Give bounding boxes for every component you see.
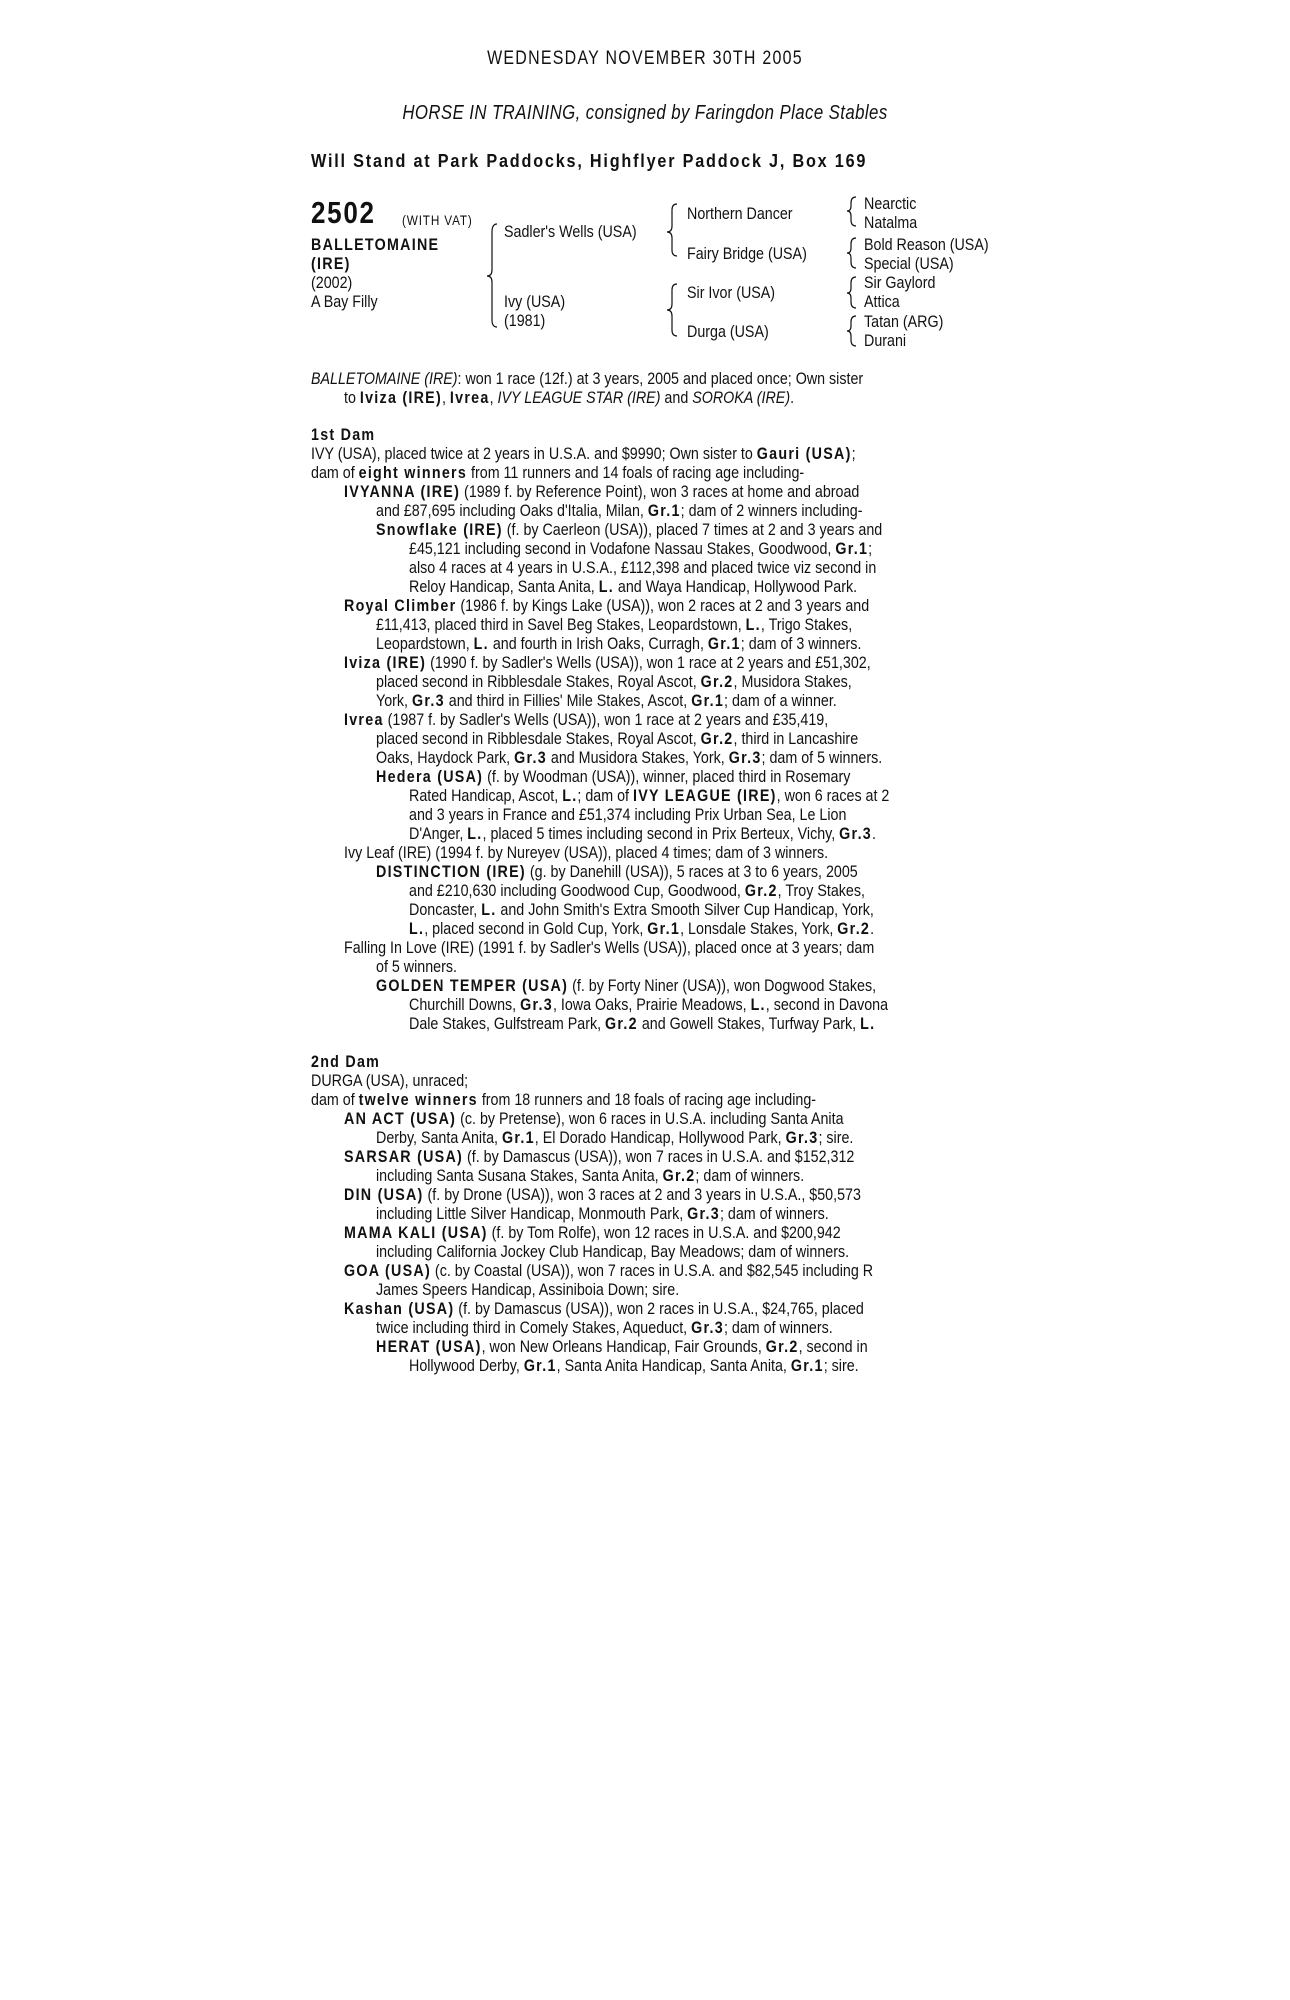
progeny-entry: Falling In Love (IRE) (1991 f. by Sadler's Wells (USA)), placed once at 3 years; dam (344, 938, 875, 957)
progeny-entry: Iviza (IRE) (1990 f. by Sadler's Wells (USA)), won 1 race at 2 years and £51,302, (344, 653, 871, 672)
summary-line: to Iviza (IRE), Ivrea, IVY LEAGUE STAR (IRE) and SOROKA (IRE). (344, 388, 795, 407)
progeny-entry-cont: placed second in Ribblesdale Stakes, Royal Ascot, Gr.2, third in Lancashire (376, 729, 859, 748)
sire-dam: Fairy Bridge (USA) (687, 244, 807, 263)
g-nearctic: Nearctic (864, 194, 917, 213)
progeny-entry: Ivrea (1987 f. by Sadler's Wells (USA)), won 1 race at 2 years and £35,419, (344, 710, 829, 729)
consignment-line: HORSE IN TRAINING, consigned by Faringdon Place Stables (402, 102, 888, 124)
progeny-entry-cont: Oaks, Haydock Park, Gr.3 and Musidora Stakes, York, Gr.3; dam of 5 winners. (376, 748, 883, 767)
progeny-entry-cont: L., placed second in Gold Cup, York, Gr.1, Lonsdale Stakes, York, Gr.2. (409, 919, 875, 938)
progeny-entry-cont: Rated Handicap, Ascot, L.; dam of IVY LEAGUE (IRE), won 6 races at 2 (409, 786, 890, 805)
g-natalma: Natalma (864, 213, 918, 232)
sire: Sadler's Wells (USA) (504, 222, 637, 241)
progeny-entry-cont: Reloy Handicap, Santa Anita, L. and Waya Handicap, Hollywood Park. (409, 577, 858, 596)
first-dam-heading: 1st Dam (311, 425, 376, 444)
horse-description: A Bay Filly (311, 292, 378, 311)
progeny-entry-cont: Hollywood Derby, Gr.1, Santa Anita Handicap, Santa Anita, Gr.1; sire. (409, 1356, 859, 1375)
progeny-entry-cont: £45,121 including second in Vodafone Nassau Stakes, Goodwood, Gr.1; (409, 539, 873, 558)
g-durani: Durani (864, 331, 907, 350)
progeny-entry-cont: placed second in Ribblesdale Stakes, Royal Ascot, Gr.2, Musidora Stakes, (376, 672, 852, 691)
pedigree-brackets (0, 0, 1290, 360)
progeny-entry-cont: and 3 years in France and £51,374 including Prix Urban Sea, Le Lion (409, 805, 847, 824)
progeny-entry: AN ACT (USA) (c. by Pretense), won 6 races in U.S.A. including Santa Anita (344, 1109, 844, 1128)
progeny-entry-cont: twice including third in Comely Stakes, Aqueduct, Gr.3; dam of winners. (376, 1318, 833, 1337)
stand-location: Will Stand at Park Paddocks, Highflyer Paddock J, Box 169 (311, 151, 868, 171)
dam: Ivy (USA) (504, 292, 566, 311)
progeny-entry: Royal Climber (1986 f. by Kings Lake (USA)), won 2 races at 2 and 3 years and (344, 596, 870, 615)
progeny-entry-cont: Churchill Downs, Gr.3, Iowa Oaks, Prairie Meadows, L., second in Davona (409, 995, 889, 1014)
first-dam-line: dam of eight winners from 11 runners and 14 foals of racing age including- (311, 463, 805, 482)
progeny-entry: DIN (USA) (f. by Drone (USA)), won 3 races at 2 and 3 years in U.S.A., $50,573 (344, 1185, 861, 1204)
progeny-entry: Snowflake (IRE) (f. by Caerleon (USA)), placed 7 times at 2 and 3 years and (376, 520, 883, 539)
progeny-entry-cont: including California Jockey Club Handicap, Bay Meadows; dam of winners. (376, 1242, 850, 1261)
g-tatan: Tatan (ARG) (864, 312, 944, 331)
progeny-entry: Hedera (USA) (f. by Woodman (USA)), winner, placed third in Rosemary (376, 767, 851, 786)
progeny-entry-cont: including Santa Susana Stakes, Santa Anita, Gr.2; dam of winners. (376, 1166, 805, 1185)
progeny-entry-cont: also 4 races at 4 years in U.S.A., £112,398 and placed twice viz second in (409, 558, 877, 577)
progeny-entry: MAMA KALI (USA) (f. by Tom Rolfe), won 12 races in U.S.A. and $200,942 (344, 1223, 841, 1242)
sale-date: WEDNESDAY NOVEMBER 30TH 2005 (487, 48, 803, 69)
progeny-entry: Ivy Leaf (IRE) (1994 f. by Nureyev (USA)), placed 4 times; dam of 3 winners. (344, 843, 829, 862)
summary-line: BALLETOMAINE (IRE): won 1 race (12f.) at 3 years, 2005 and placed once; Own sister (311, 369, 864, 388)
g-attica: Attica (864, 292, 900, 311)
progeny-entry-cont: James Speers Handicap, Assiniboia Down; sire. (376, 1280, 680, 1299)
dam-year: (1981) (504, 311, 546, 330)
sire-sire: Northern Dancer (687, 204, 793, 223)
progeny-entry-cont: including Little Silver Handicap, Monmouth Park, Gr.3; dam of winners. (376, 1204, 829, 1223)
horse-name: BALLETOMAINE (311, 235, 440, 254)
g-bold-reason: Bold Reason (USA) (864, 235, 989, 254)
progeny-entry-cont: and £210,630 including Goodwood Cup, Goodwood, Gr.2, Troy Stakes, (409, 881, 865, 900)
progeny-entry-cont: £11,413, placed third in Savel Beg Stakes, Leopardstown, L., Trigo Stakes, (376, 615, 853, 634)
second-dam-line: DURGA (USA), unraced; (311, 1071, 469, 1090)
progeny-entry: SARSAR (USA) (f. by Damascus (USA)), won 7 races in U.S.A. and $152,312 (344, 1147, 855, 1166)
progeny-entry-cont: York, Gr.3 and third in Fillies' Mile Stakes, Ascot, Gr.1; dam of a winner. (376, 691, 837, 710)
progeny-entry: Kashan (USA) (f. by Damascus (USA)), won 2 races in U.S.A., $24,765, placed (344, 1299, 864, 1318)
progeny-entry: HERAT (USA), won New Orleans Handicap, Fair Grounds, Gr.2, second in (376, 1337, 868, 1356)
dam-dam: Durga (USA) (687, 322, 769, 341)
progeny-entry: DISTINCTION (IRE) (g. by Danehill (USA)), 5 races at 3 to 6 years, 2005 (376, 862, 858, 881)
progeny-entry: GOLDEN TEMPER (USA) (f. by Forty Niner (USA)), won Dogwood Stakes, (376, 976, 877, 995)
progeny-entry-cont: D'Anger, L., placed 5 times including second in Prix Berteux, Vichy, Gr.3. (409, 824, 876, 843)
progeny-entry-cont: Leopardstown, L. and fourth in Irish Oaks, Curragh, Gr.1; dam of 3 winners. (376, 634, 862, 653)
horse-year: (2002) (311, 273, 353, 292)
dam-sire: Sir Ivor (USA) (687, 283, 776, 302)
progeny-entry-cont: Dale Stakes, Gulfstream Park, Gr.2 and Gowell Stakes, Turfway Park, L. (409, 1014, 876, 1033)
progeny-entry-cont: of 5 winners. (376, 957, 457, 976)
g-sir-gaylord: Sir Gaylord (864, 273, 936, 292)
second-dam-line: dam of twelve winners from 18 runners and 18 foals of racing age including- (311, 1090, 817, 1109)
progeny-entry-cont: and £87,695 including Oaks d'Italia, Milan, Gr.1; dam of 2 winners including- (376, 501, 863, 520)
vat-note: (WITH VAT) (402, 212, 473, 228)
progeny-entry-cont: Derby, Santa Anita, Gr.1, El Dorado Handicap, Hollywood Park, Gr.3; sire. (376, 1128, 854, 1147)
horse-country: (IRE) (311, 254, 351, 273)
first-dam-line: IVY (USA), placed twice at 2 years in U.S.A. and $9990; Own sister to Gauri (USA); (311, 444, 856, 463)
second-dam-heading: 2nd Dam (311, 1052, 381, 1071)
progeny-entry: IVYANNA (IRE) (1989 f. by Reference Point), won 3 races at home and abroad (344, 482, 860, 501)
lot-number: 2502 (311, 195, 376, 230)
progeny-entry: GOA (USA) (c. by Coastal (USA)), won 7 races in U.S.A. and $82,545 including R (344, 1261, 874, 1280)
g-special: Special (USA) (864, 254, 954, 273)
progeny-entry-cont: Doncaster, L. and John Smith's Extra Smooth Silver Cup Handicap, York, (409, 900, 874, 919)
